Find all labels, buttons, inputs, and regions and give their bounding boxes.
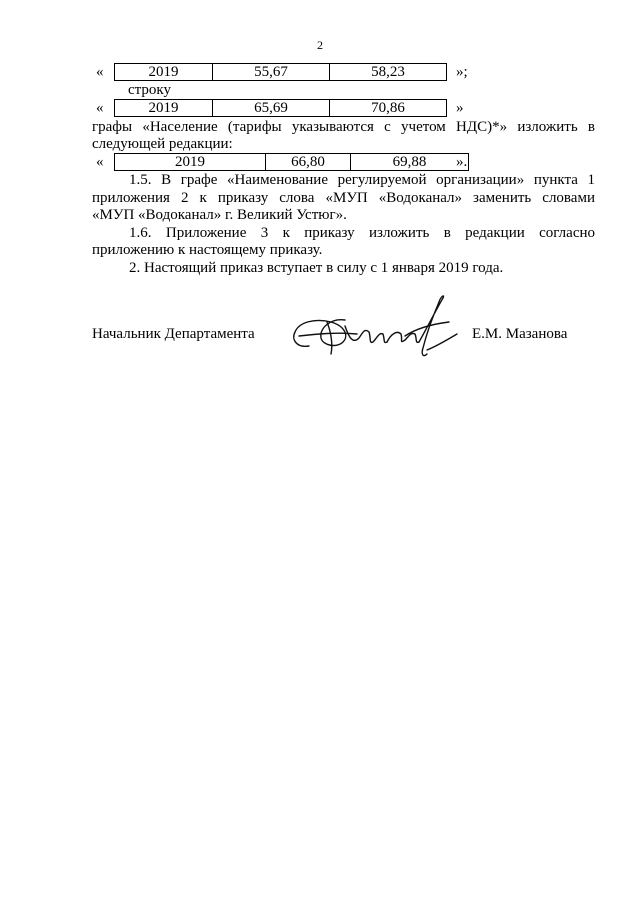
table-cell-value: 66,80 <box>266 154 351 171</box>
signatory-name: Е.М. Мазанова <box>472 326 568 342</box>
quote-close: ». <box>456 154 468 170</box>
paragraph-line: 1.5. В графе «Наименование регулируемой организации» пункта 1 <box>129 172 595 188</box>
tariff-table <box>114 153 469 171</box>
table-cell-year: 2019 <box>115 100 213 117</box>
tariff-table <box>114 99 447 117</box>
table-row <box>92 63 512 81</box>
quote-close: »; <box>456 64 468 80</box>
paragraph-line: «МУП «Водоканал» г. Великий Устюг». <box>92 207 347 223</box>
signature-block <box>92 325 595 365</box>
table-cell-value: 65,69 <box>213 100 330 117</box>
table-cell-year: 2019 <box>115 154 266 171</box>
quote-close: » <box>456 100 464 116</box>
table-cell-value: 70,86 <box>330 100 447 117</box>
paragraph-line: приложения 2 к приказу слова «МУП «Водоканал» заменить словами <box>92 190 595 206</box>
tariff-table <box>114 63 447 81</box>
paragraph-line: следующей редакции: <box>92 136 233 152</box>
table-row <box>92 99 512 117</box>
quote-open: « <box>96 64 104 80</box>
paragraph-line: 2. Настоящий приказ вступает в силу с 1 января 2019 года. <box>129 260 504 276</box>
page-number: 2 <box>317 38 323 52</box>
table-cell-value: 58,23 <box>330 64 447 81</box>
paragraph-line: графы «Население (тарифы указываются с учетом НДС)*» изложить в <box>92 119 595 135</box>
text-stroku: строку <box>128 82 171 98</box>
paragraph-line: приложению к настоящему приказу. <box>92 242 323 258</box>
table-cell-value: 55,67 <box>213 64 330 81</box>
quote-open: « <box>96 154 104 170</box>
quote-open: « <box>96 100 104 116</box>
table-cell-value: 69,88 <box>351 154 469 171</box>
table-row <box>92 153 492 171</box>
paragraph-line: 1.6. Приложение 3 к приказу изложить в редакции согласно <box>129 225 595 241</box>
signatory-title: Начальник Департамента <box>92 326 255 342</box>
handwritten-signature-icon <box>287 288 467 368</box>
table-cell-year: 2019 <box>115 64 213 81</box>
